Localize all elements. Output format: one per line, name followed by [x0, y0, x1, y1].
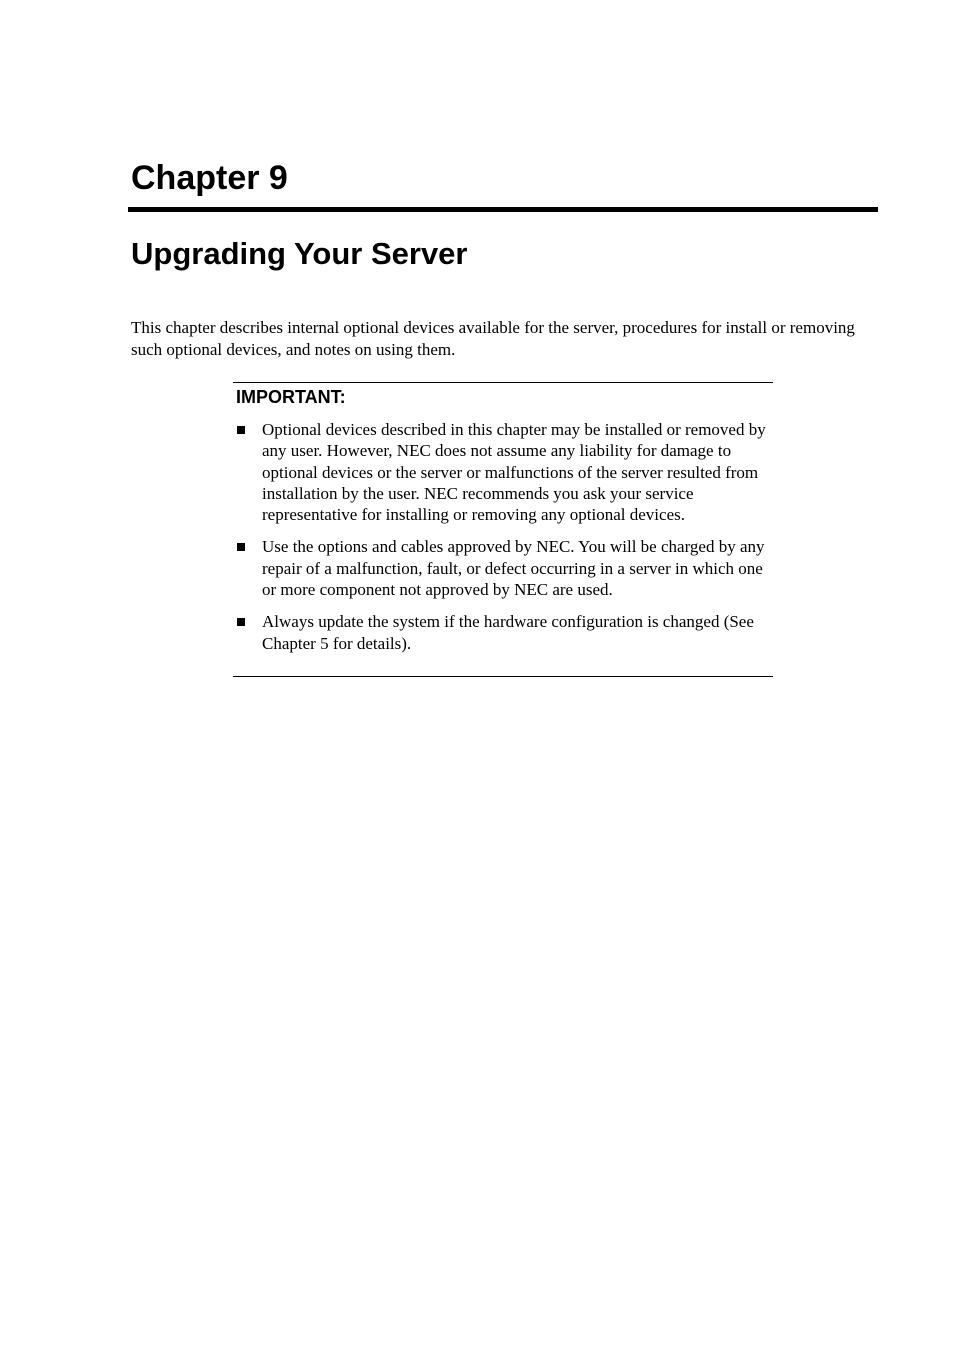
chapter-number: Chapter 9 [131, 159, 288, 197]
chapter-divider [128, 207, 878, 212]
intro-paragraph: This chapter describes internal optional devices available for the server, procedures for install or removing such optional devices, and notes on using them. [131, 318, 855, 359]
list-item-text: Always update the system if the hardware configuration is changed (See Chapter 5 for details). [262, 612, 754, 653]
list-item-text: Optional devices described in this chapter may be installed or removed by any user. However, NEC does not assume any liability for damage to optional devices or the server or malfunctions of the server resulted from installation by the user. NEC recommends you ask your service representative for installing or removing any optional devices. [262, 420, 766, 525]
list-item-text: Use the options and cables approved by NEC. You will be charged by any repair of a malfunction, fault, or defect occurring in a server in which one or more component not approved by NEC are used. [262, 537, 765, 600]
important-list [233, 419, 773, 665]
square-bullet-icon [237, 618, 245, 626]
list-item [233, 611, 773, 654]
square-bullet-icon [237, 543, 245, 551]
square-bullet-icon [237, 426, 245, 434]
list-item [233, 536, 773, 600]
chapter-title: Upgrading Your Server [131, 236, 468, 271]
important-notice [233, 382, 773, 677]
important-heading: IMPORTANT: [236, 387, 346, 407]
list-item [233, 419, 773, 525]
